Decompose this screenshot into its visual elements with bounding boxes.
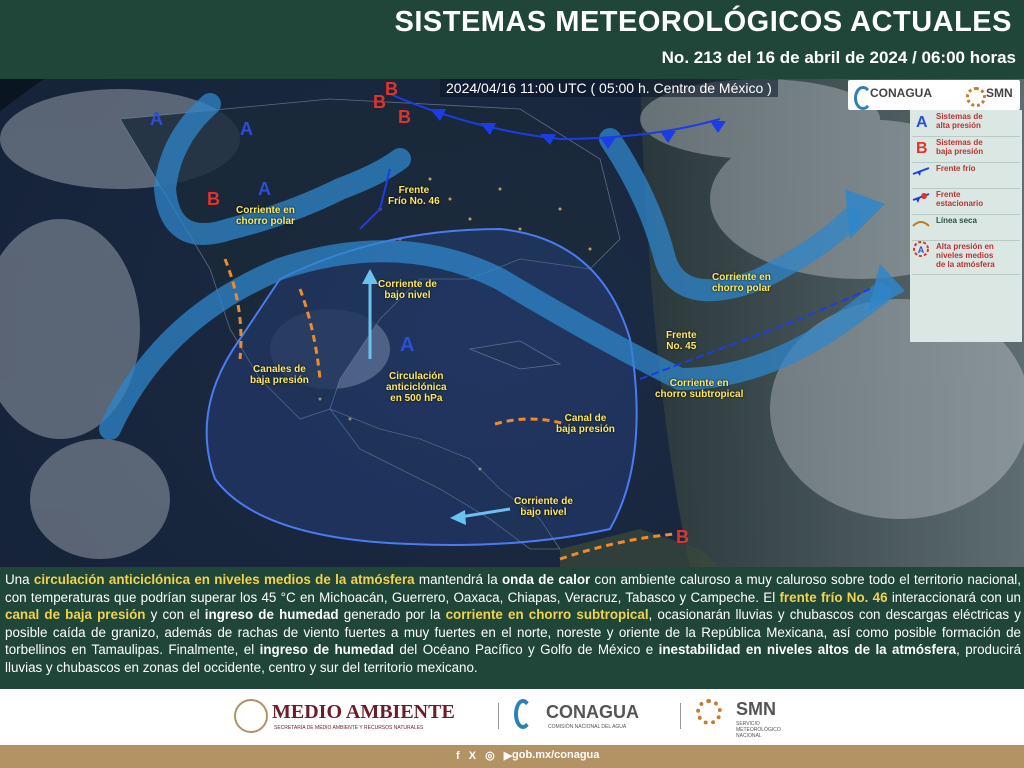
high-pressure-symbol: A [258, 179, 271, 199]
social-icons[interactable]: f X ◎ ▶ [456, 750, 516, 762]
footer-divider [680, 703, 681, 729]
label-low-pressure-channel: Canal de baja presión [556, 413, 615, 435]
map-logos [848, 80, 1020, 110]
satellite-timestamp: 2024/04/16 11:00 UTC ( 05:00 h. Centro de México ) [440, 79, 778, 97]
legend-label: Alta presión en niveles medios de la atmósfera [936, 242, 995, 269]
low-pressure-symbol: B [676, 527, 689, 547]
smn-logo-icon [966, 87, 986, 107]
legend-item-stationary-front [912, 188, 1020, 215]
description-text: con ambiente caluroso a muy caluroso sobre todo el territorio nacional, con temperaturas que podrían superar los 45 °C en Michoacán, Guerrero, Oaxaca, Chiapas, Veracruz, Tabasco y Campeche. El [5, 572, 1022, 605]
highlighted-text: corriente en chorro subtropical [445, 607, 649, 622]
mexico-seal-icon [234, 699, 268, 733]
description-text: mantendrá la [414, 572, 502, 587]
description-text: Una [5, 572, 34, 587]
label-low-level-current-north: Corriente de bajo nivel [378, 279, 437, 301]
legend-item-dry-line [912, 214, 1020, 241]
legend-item-mid-high [912, 240, 1020, 275]
label-low-level-current-south: Corriente de bajo nivel [514, 496, 573, 518]
description-text: y con el [145, 607, 205, 622]
low-pressure-symbol: B [207, 189, 220, 209]
conagua-footer-text: CONAGUA [546, 702, 639, 722]
highlighted-text: ingreso de humedad [259, 642, 394, 657]
legend-item-high [912, 110, 1020, 137]
description-text: interaccionará con un [887, 589, 1021, 605]
high-pressure-symbol: A [150, 109, 163, 129]
description-text: , ocasionarán lluvias y chubascos con descargas eléctricas y posible caída de granizo, además de rachas de viento fuertes a muy fuertes en el norte, noreste y oriente de la República Mexicana, así como posible formación de torbellinos en Tamaulipas. Finalmente, el [5, 607, 1021, 657]
legend-item-cold-front [912, 162, 1020, 189]
social-url-link[interactable]: gob.mx/conagua [512, 749, 600, 761]
high-pressure-icon: A [916, 114, 928, 131]
legend-item-low [912, 136, 1020, 163]
page-title: SISTEMAS METEOROLÓGICOS ACTUALES [394, 6, 1012, 38]
map-graphics [0, 79, 1024, 567]
label-cold-front-46: Frente Frío No. 46 [388, 185, 440, 207]
smn-logo-text: SMN [986, 86, 1013, 100]
highlighted-text: frente frío No. 46 [779, 589, 888, 605]
dry-line-icon [912, 214, 930, 232]
high-pressure-symbol: A [240, 119, 253, 139]
header-bar [0, 0, 1024, 79]
highlighted-text: circulación anticiclónica en niveles medios de la atmósfera [33, 572, 415, 587]
legend-label: Línea seca [936, 216, 977, 225]
stationary-front-icon [912, 188, 930, 206]
low-pressure-icon: B [916, 140, 928, 157]
conagua-logo-text: CONAGUA [870, 86, 932, 100]
high-pressure-symbol: A [400, 334, 415, 356]
label-subtropical-jet: Corriente en chorro subtropical [655, 378, 744, 400]
map-legend [910, 110, 1022, 342]
cold-front-icon [912, 162, 930, 180]
smn-footer-icon [696, 699, 722, 725]
smn-footer-text: SMN [736, 699, 776, 719]
low-pressure-symbol: B [385, 79, 398, 99]
legend-label: Sistemas de alta presión [936, 112, 983, 130]
label-polar-jet-east: Corriente en chorro polar [712, 272, 771, 294]
label-anticyclonic-circulation: Circulación anticiclónica en 500 hPa [386, 371, 447, 404]
highlighted-text: onda de calor [501, 572, 591, 587]
label-low-pressure-channels: Canales de baja presión [250, 364, 309, 386]
mid-level-high-icon [912, 240, 930, 258]
conagua-footer-subtext: COMISIÓN NACIONAL DEL AGUA [548, 724, 627, 730]
description-text: , producirá lluvias y chubascos en zonas del occidente, centro y sur del territorio mexicano. [5, 642, 1022, 675]
medio-ambiente-subtext: SECRETARÍA DE MEDIO AMBIENTE Y RECURSOS NATURALES [274, 725, 424, 731]
low-pressure-symbol: B [398, 107, 411, 127]
legend-label: Sistemas de baja presión [936, 138, 984, 156]
legend-label: Frente estacionario [936, 190, 984, 208]
conagua-footer-icon [514, 699, 532, 729]
forecast-description [5, 571, 1021, 676]
highlighted-text: ingreso de humedad [204, 607, 339, 622]
smn-footer-subtext: SERVICIO METEOROLÓGICO NACIONAL [736, 721, 781, 739]
svg-text:A: A [917, 245, 925, 255]
bulletin-subtitle: No. 213 del 16 de abril de 2024 / 06:00 horas [661, 48, 1016, 67]
highlighted-text: canal de baja presión [5, 607, 146, 622]
low-pressure-symbol: B [373, 92, 386, 112]
footer-divider [498, 703, 499, 729]
social-bar [0, 745, 1024, 768]
medio-ambiente-logo-text: MEDIO AMBIENTE [272, 701, 455, 723]
legend-label: Frente frío [936, 164, 976, 173]
highlighted-text: inestabilidad en niveles altos de la atmósfera [658, 642, 957, 657]
description-text: generado por la [338, 607, 446, 622]
description-panel [0, 567, 1024, 689]
label-polar-jet-west: Corriente en chorro polar [236, 205, 295, 227]
satellite-map [0, 79, 1024, 567]
description-text: del Océano Pacífico y Golfo de México e [393, 642, 659, 657]
label-front-45: Frente No. 45 [666, 330, 697, 352]
